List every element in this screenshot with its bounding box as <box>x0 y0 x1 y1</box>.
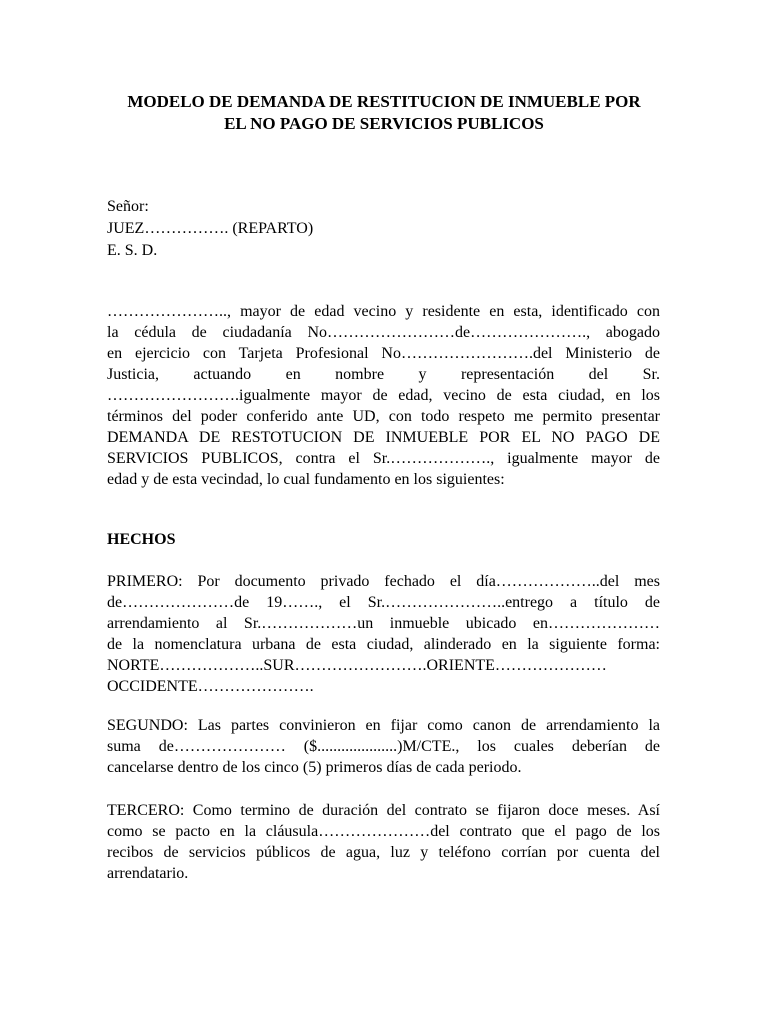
intro-line: ………………….., mayor de edad vecino y residente en esta, identificado con <box>107 303 660 320</box>
tercero-line: como se pacto en la cláusula…………………del contrato que el pago de los <box>107 823 660 840</box>
tercero-line: arrendatario. <box>107 865 189 882</box>
primero-line: arrendamiento al Sr.………………un inmueble ubicado en………………… <box>107 615 660 632</box>
segundo-line: suma de………………… ($....................)M/CTE., los cuales deberían de <box>107 738 660 755</box>
tercero-paragraph <box>107 800 660 884</box>
intro-line: en ejercicio con Tarjeta Profesional No…………………….del Ministerio de <box>107 345 660 362</box>
intro-line: Justicia, actuando en nombre y representación del Sr. <box>107 366 660 383</box>
addressee-block <box>107 196 313 262</box>
section-heading-hechos: HECHOS <box>107 531 176 548</box>
intro-line: la cédula de ciudadanía No……………………de…………………., abogado <box>107 324 660 341</box>
intro-line: términos del poder conferido ante UD, con todo respeto me permito presentar <box>107 408 660 425</box>
segundo-line: cancelarse dentro de los cinco (5) primeros días de cada periodo. <box>107 759 522 776</box>
primero-line: NORTE………………..SUR…………………….ORIENTE………………… <box>107 657 607 674</box>
addressee-salutation: Señor: <box>107 198 149 215</box>
title-line-2: EL NO PAGO DE SERVICIOS PUBLICOS <box>224 114 544 133</box>
intro-line: …………………….igualmente mayor de edad, vecino de esta ciudad, en los <box>107 387 660 404</box>
title-line-1: MODELO DE DEMANDA DE RESTITUCION DE INMUEBLE POR <box>127 92 641 111</box>
addressee-esd: E. S. D. <box>107 242 158 259</box>
intro-line: DEMANDA DE RESTOTUCION DE INMUEBLE POR EL NO PAGO DE <box>107 429 660 446</box>
primero-line: de…………………de 19……., el Sr.…………………..entrego a título de <box>107 594 660 611</box>
document-title <box>100 91 668 135</box>
intro-line: SERVICIOS PUBLICOS, contra el Sr.………………., igualmente mayor de <box>107 450 660 467</box>
primero-line: de la nomenclatura urbana de esta ciudad, alinderado en la siguiente forma: <box>107 636 660 653</box>
segundo-paragraph <box>107 715 660 778</box>
intro-line: edad y de esta vecindad, lo cual fundamento en los siguientes: <box>107 471 505 488</box>
addressee-judge: JUEZ……………. (REPARTO) <box>107 220 314 237</box>
primero-line: OCCIDENTE…………………. <box>107 678 314 695</box>
intro-paragraph <box>107 301 660 490</box>
tercero-line: TERCERO: Como termino de duración del contrato se fijaron doce meses. Así <box>107 802 660 819</box>
primero-paragraph <box>107 571 660 697</box>
tercero-line: recibos de servicios públicos de agua, luz y teléfono corrían por cuenta del <box>107 844 660 861</box>
primero-line: PRIMERO: Por documento privado fechado el día………………..del mes <box>107 573 660 590</box>
segundo-line: SEGUNDO: Las partes convinieron en fijar como canon de arrendamiento la <box>107 717 660 734</box>
